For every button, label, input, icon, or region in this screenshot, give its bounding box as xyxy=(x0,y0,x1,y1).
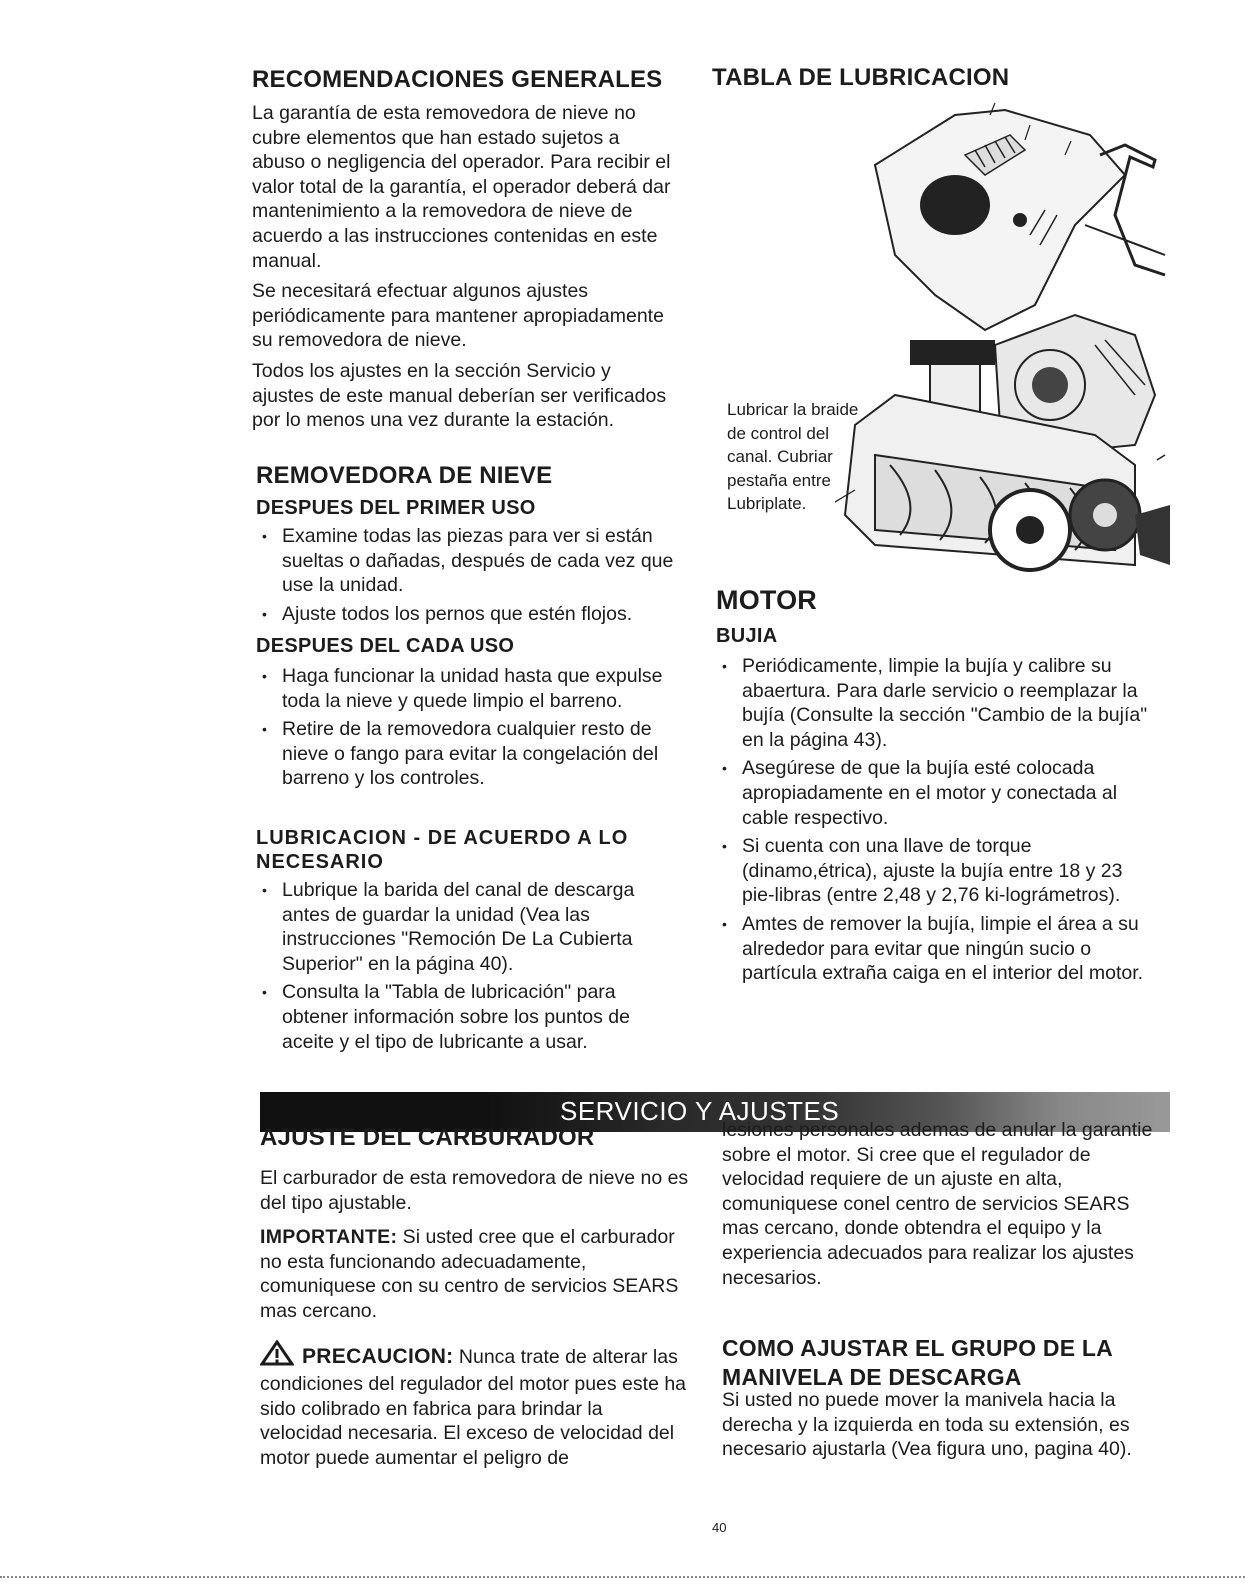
motor-heading: MOTOR xyxy=(716,585,817,615)
after-each-use-heading: DESPUES DEL CADA USO xyxy=(256,635,515,657)
page-number: 40 xyxy=(712,1520,727,1535)
lubrication-callout-label: Lubricar la braide de control del canal. Cubriar pestaña entre Lubriplate. xyxy=(727,400,859,513)
snowthrower-heading: REMOVEDORA DE NIEVE xyxy=(256,462,553,489)
warning-triangle-icon xyxy=(260,1340,294,1373)
spark-plug-list xyxy=(716,654,1156,990)
list-item: • Examine todas las piezas para ver si están sueltas o dañadas, después de cada vez que use la unidad. xyxy=(256,524,676,598)
carburetor-paragraph: El carburador de esta removedora de nieve no es del tipo ajustable. xyxy=(260,1167,689,1214)
list-item: • Lubrique la barida del canal de descarga antes de guardar la unidad (Vea las instrucciones "Remoción De La Cubierta Superior" en la página 40). xyxy=(256,878,686,976)
list-item: • Periódicamente, limpie la bujía y calibre su abaertura. Para darle servicio o reemplazar la bujía (Consulte la sección "Cambio de la bujía" en la página 43). xyxy=(716,654,1156,752)
general-recommendations-body xyxy=(252,101,672,433)
lubrication-list xyxy=(256,878,686,1058)
general-paragraph-2: Se necesitará efectuar algunos ajustes periódicamente para mantener apropiadamente su removedora de nieve. xyxy=(252,280,664,352)
caution-continued-text: lesiones personales ademas de anular la garantie sobre el motor. Si cree que el regulador de velocidad requiere de un ajuste en alta, comuniquese conel centro de servicios SEARS mas cercano, donde obtendra el equipo y la experiencia adecuados para realizar los ajustes necesarios. xyxy=(722,1119,1153,1289)
list-item: • Si cuenta con una llave de torque (dinamo,étrica), ajuste la bujía entre 18 y 23 pie-libras (entre 2,48 y 2,76 ki-lográmetros). xyxy=(716,834,1156,908)
important-label: IMPORTANTE: xyxy=(260,1226,398,1249)
list-item: • Consulta la "Tabla de lubricación" para obtener información sobre los puntos de aceite y el tipo de lubricante a usar. xyxy=(256,980,686,1054)
after-first-use-list xyxy=(256,524,676,630)
banner-title: SERVICIO Y AJUSTES xyxy=(560,1096,840,1126)
general-paragraph-1: La garantía de esta removedora de nieve no cubre elementos que han estado sujetos a abuso o negligencia del operador. Para recibir el valor total de la garantía, el operador deberá dar mantenimiento a la removedora de nieve de acuerdo a las instrucciones contenidas en este manual. xyxy=(252,102,671,272)
important-paragraph xyxy=(260,1225,690,1323)
caution-text: Nunca trate de alterar las condiciones del regulador del motor pues este ha sido colibrado en fabrica para brindar la velocidad necesaria. El exceso de velocidad del motor puede aumentar el peligro de xyxy=(260,1345,687,1469)
carburetor-body xyxy=(260,1166,690,1471)
important-text: Si usted cree que el carburador no esta funcionando adecuadamente, comuniquese con su centro de servicios SEARS mas cercano. xyxy=(260,1226,679,1322)
caution-paragraph xyxy=(260,1340,690,1471)
list-item: • Haga funcionar la unidad hasta que expulse toda la nieve y quede limpio el barreno. xyxy=(256,664,676,713)
spark-plug-heading: BUJIA xyxy=(716,625,778,647)
discharge-crank-heading: COMO AJUSTAR EL GRUPO DE LA MANIVELA DE DESCARGA xyxy=(722,1335,1113,1390)
lubrication-chart-heading: TABLA DE LUBRICACION xyxy=(712,64,1010,91)
list-item: • Amtes de remover la bujía, limpie el área a su alrededor para evitar que ningún sucio o partícula extraña caiga en el interior del motor. xyxy=(716,912,1156,986)
general-recommendations-heading: RECOMENDACIONES GENERALES xyxy=(252,66,663,93)
caution-label: PRECAUCION: xyxy=(302,1344,454,1368)
discharge-crank-text: Si usted no puede mover la manivela hacia la derecha y la izquierda en toda su extensión, es necesario ajustarla (Vea figura uno, pagina 40). xyxy=(722,1389,1132,1461)
snowthrower-lubrication-illustration xyxy=(835,95,1170,595)
after-first-use-heading: DESPUES DEL PRIMER USO xyxy=(256,497,536,519)
list-item: • Retire de la removedora cualquier resto de nieve o fango para evitar la congelación del barreno y los controles. xyxy=(256,717,676,791)
lubrication-as-needed-heading: LUBRICACION - DE ACUERDO A LO NECESARIO xyxy=(256,827,629,873)
list-item: • Asegúrese de que la bujía esté colocada apropiadamente en el motor y conectada al cable respectivo. xyxy=(716,756,1156,830)
after-each-use-list xyxy=(256,664,676,795)
general-paragraph-3: Todos los ajustes en la sección Servicio y ajustes de este manual deberían ser verificados por lo menos una vez durante la estación. xyxy=(252,359,667,432)
carburetor-adjustment-heading: AJUSTE DEL CARBURADOR xyxy=(260,1124,595,1151)
list-item: • Ajuste todos los pernos que estén flojos. xyxy=(256,602,676,627)
bottom-divider xyxy=(0,1576,1245,1578)
